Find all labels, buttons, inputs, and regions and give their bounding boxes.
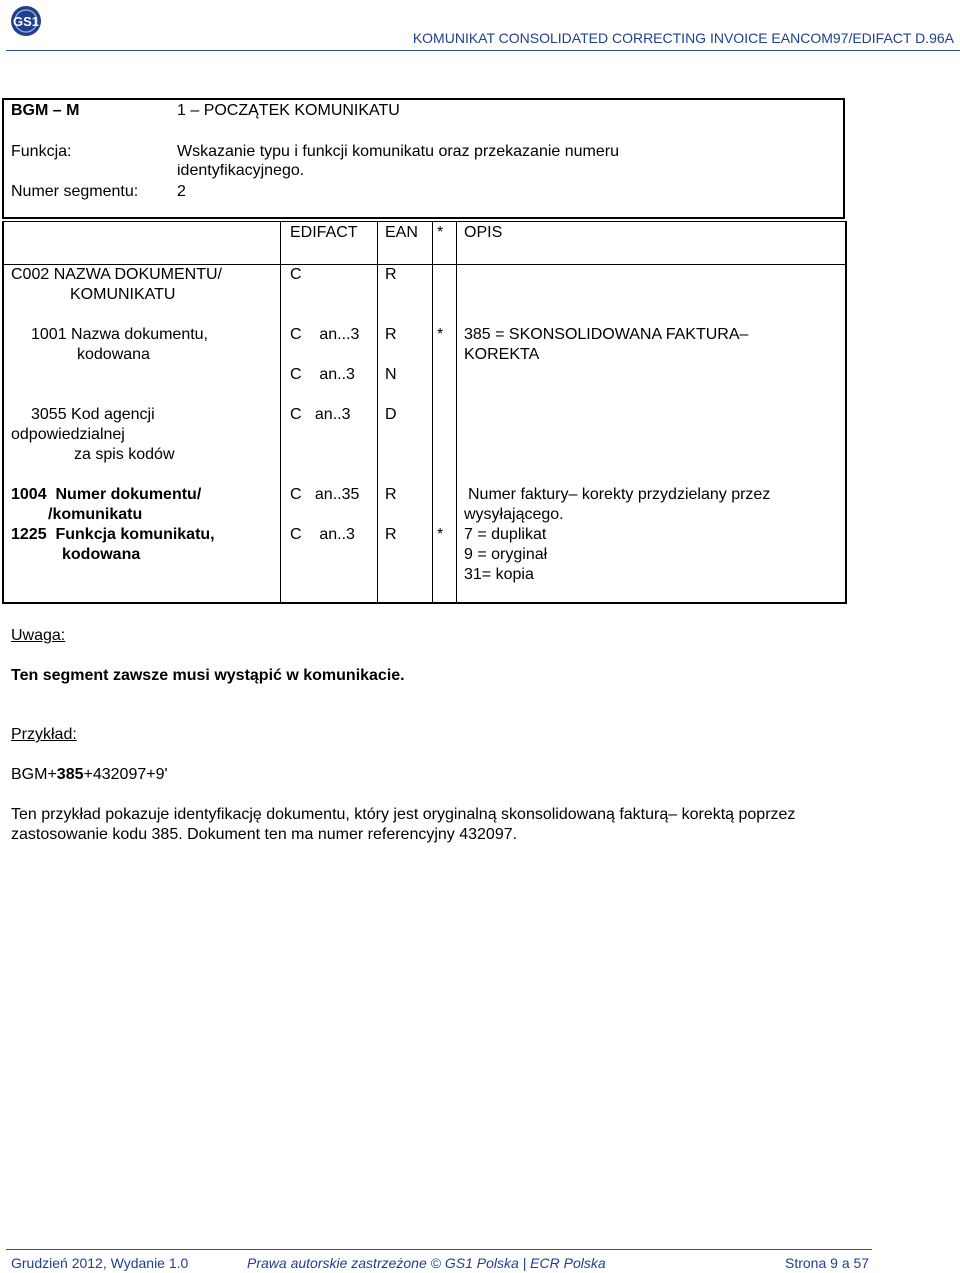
function-line-1: Wskazanie typu i funkcji komunikatu oraz przekazanie numeru — [177, 143, 619, 160]
row-1225-ean: R — [385, 526, 397, 543]
row-1001-edifact-2: C an..3 — [290, 366, 355, 383]
example-prefix: BGM+ — [11, 766, 57, 783]
row-1225-opis-2: 9 = oryginał — [464, 546, 548, 563]
note-text: Ten segment zawsze musi wystąpić w komunikacie. — [11, 667, 405, 684]
row-1004-opis-1: Numer faktury– korekty przydzielany przez — [468, 486, 771, 503]
page-header-title: KOMUNIKAT CONSOLIDATED CORRECTING INVOICE EANCOM97/EDIFACT D.96A — [412, 30, 954, 46]
row-1001-ean-1: R — [385, 326, 397, 343]
col-divider-opis — [456, 222, 457, 602]
row-1001-ean-2: N — [385, 366, 397, 383]
row-1001-edifact-1: C an...3 — [290, 326, 360, 343]
row-c002-ean: R — [385, 266, 397, 283]
row-1001-label-1: 1001 Nazwa dokumentu, — [31, 326, 208, 343]
header-row-divider — [4, 264, 845, 265]
example-explanation-1: Ten przykład pokazuje identyfikację dokumentu, który jest oryginalną skonsolidowaną fakturą– korektą poprzez — [11, 806, 796, 823]
row-3055-label-2: odpowiedzialnej — [11, 426, 125, 443]
row-c002-label-1: C002 NAZWA DOKUMENTU/ — [11, 266, 222, 283]
col-header-ean: EAN — [385, 224, 418, 241]
footer-date-edition: Grudzień 2012, Wydanie 1.0 — [11, 1255, 189, 1271]
row-1004-label-1: 1004 Numer dokumentu/ — [11, 486, 202, 503]
col-header-star: * — [437, 224, 444, 241]
row-1225-opis-3: 31= kopia — [464, 566, 534, 583]
row-1225-label-2: kodowana — [62, 546, 141, 563]
footer-page-number: Strona 9 a 57 — [785, 1255, 870, 1271]
row-1001-star: * — [437, 326, 444, 343]
row-1004-edifact: C an..35 — [290, 486, 360, 503]
col-divider-star — [432, 222, 433, 602]
segment-number-value: 2 — [177, 183, 186, 200]
row-3055-label-1: 3055 Kod agencji — [31, 406, 155, 423]
note-label: Uwaga: — [11, 627, 66, 644]
example-suffix: +432097+9' — [83, 766, 168, 783]
row-1225-label-1: 1225 Funkcja komunikatu, — [11, 526, 215, 543]
row-1225-opis-1: 7 = duplikat — [464, 526, 547, 543]
example-label: Przykład: — [11, 726, 77, 743]
example-explanation-2: zastosowanie kodu 385. Dokument ten ma numer referencyjny 432097. — [11, 826, 518, 843]
col-divider-edifact — [280, 222, 281, 602]
example-code-highlight: 385 — [56, 766, 84, 783]
col-divider-ean — [377, 222, 378, 602]
segment-code: BGM – M — [11, 102, 80, 119]
row-1001-label-2: kodowana — [77, 346, 150, 363]
row-1004-label-2: /komunikatu — [48, 506, 143, 523]
row-1004-opis-2: wysyłającego. — [464, 506, 564, 523]
row-1004-ean: R — [385, 486, 397, 503]
row-1225-edifact: C an..3 — [290, 526, 355, 543]
gs1-logo — [9, 4, 57, 38]
row-1001-opis-1: 385 = SKONSOLIDOWANA FAKTURA– — [464, 326, 749, 343]
example-code-line — [11, 766, 168, 784]
row-3055-edifact: C an..3 — [290, 406, 351, 423]
footer-divider — [6, 1249, 872, 1250]
row-c002-edifact: C — [290, 266, 302, 283]
segment-number-label: Numer segmentu: — [11, 183, 139, 200]
row-1225-star: * — [437, 526, 444, 543]
row-1001-opis-2: KOREKTA — [464, 346, 540, 363]
function-line-2: identyfikacyjnego. — [177, 164, 305, 179]
row-3055-label-3: za spis kodów — [74, 446, 175, 463]
row-c002-label-2: KOMUNIKATU — [70, 286, 176, 303]
footer-copyright: Prawa autorskie zastrzeżone © GS1 Polska | ECR Polska — [247, 1255, 606, 1271]
col-header-edifact: EDIFACT — [290, 224, 358, 241]
row-3055-ean: D — [385, 406, 397, 423]
segment-name: 1 – POCZĄTEK KOMUNIKATU — [177, 102, 400, 119]
function-label: Funkcja: — [11, 143, 72, 160]
logo-text: GS1 — [12, 14, 40, 29]
col-header-opis: OPIS — [464, 224, 503, 241]
header-divider — [6, 50, 960, 51]
